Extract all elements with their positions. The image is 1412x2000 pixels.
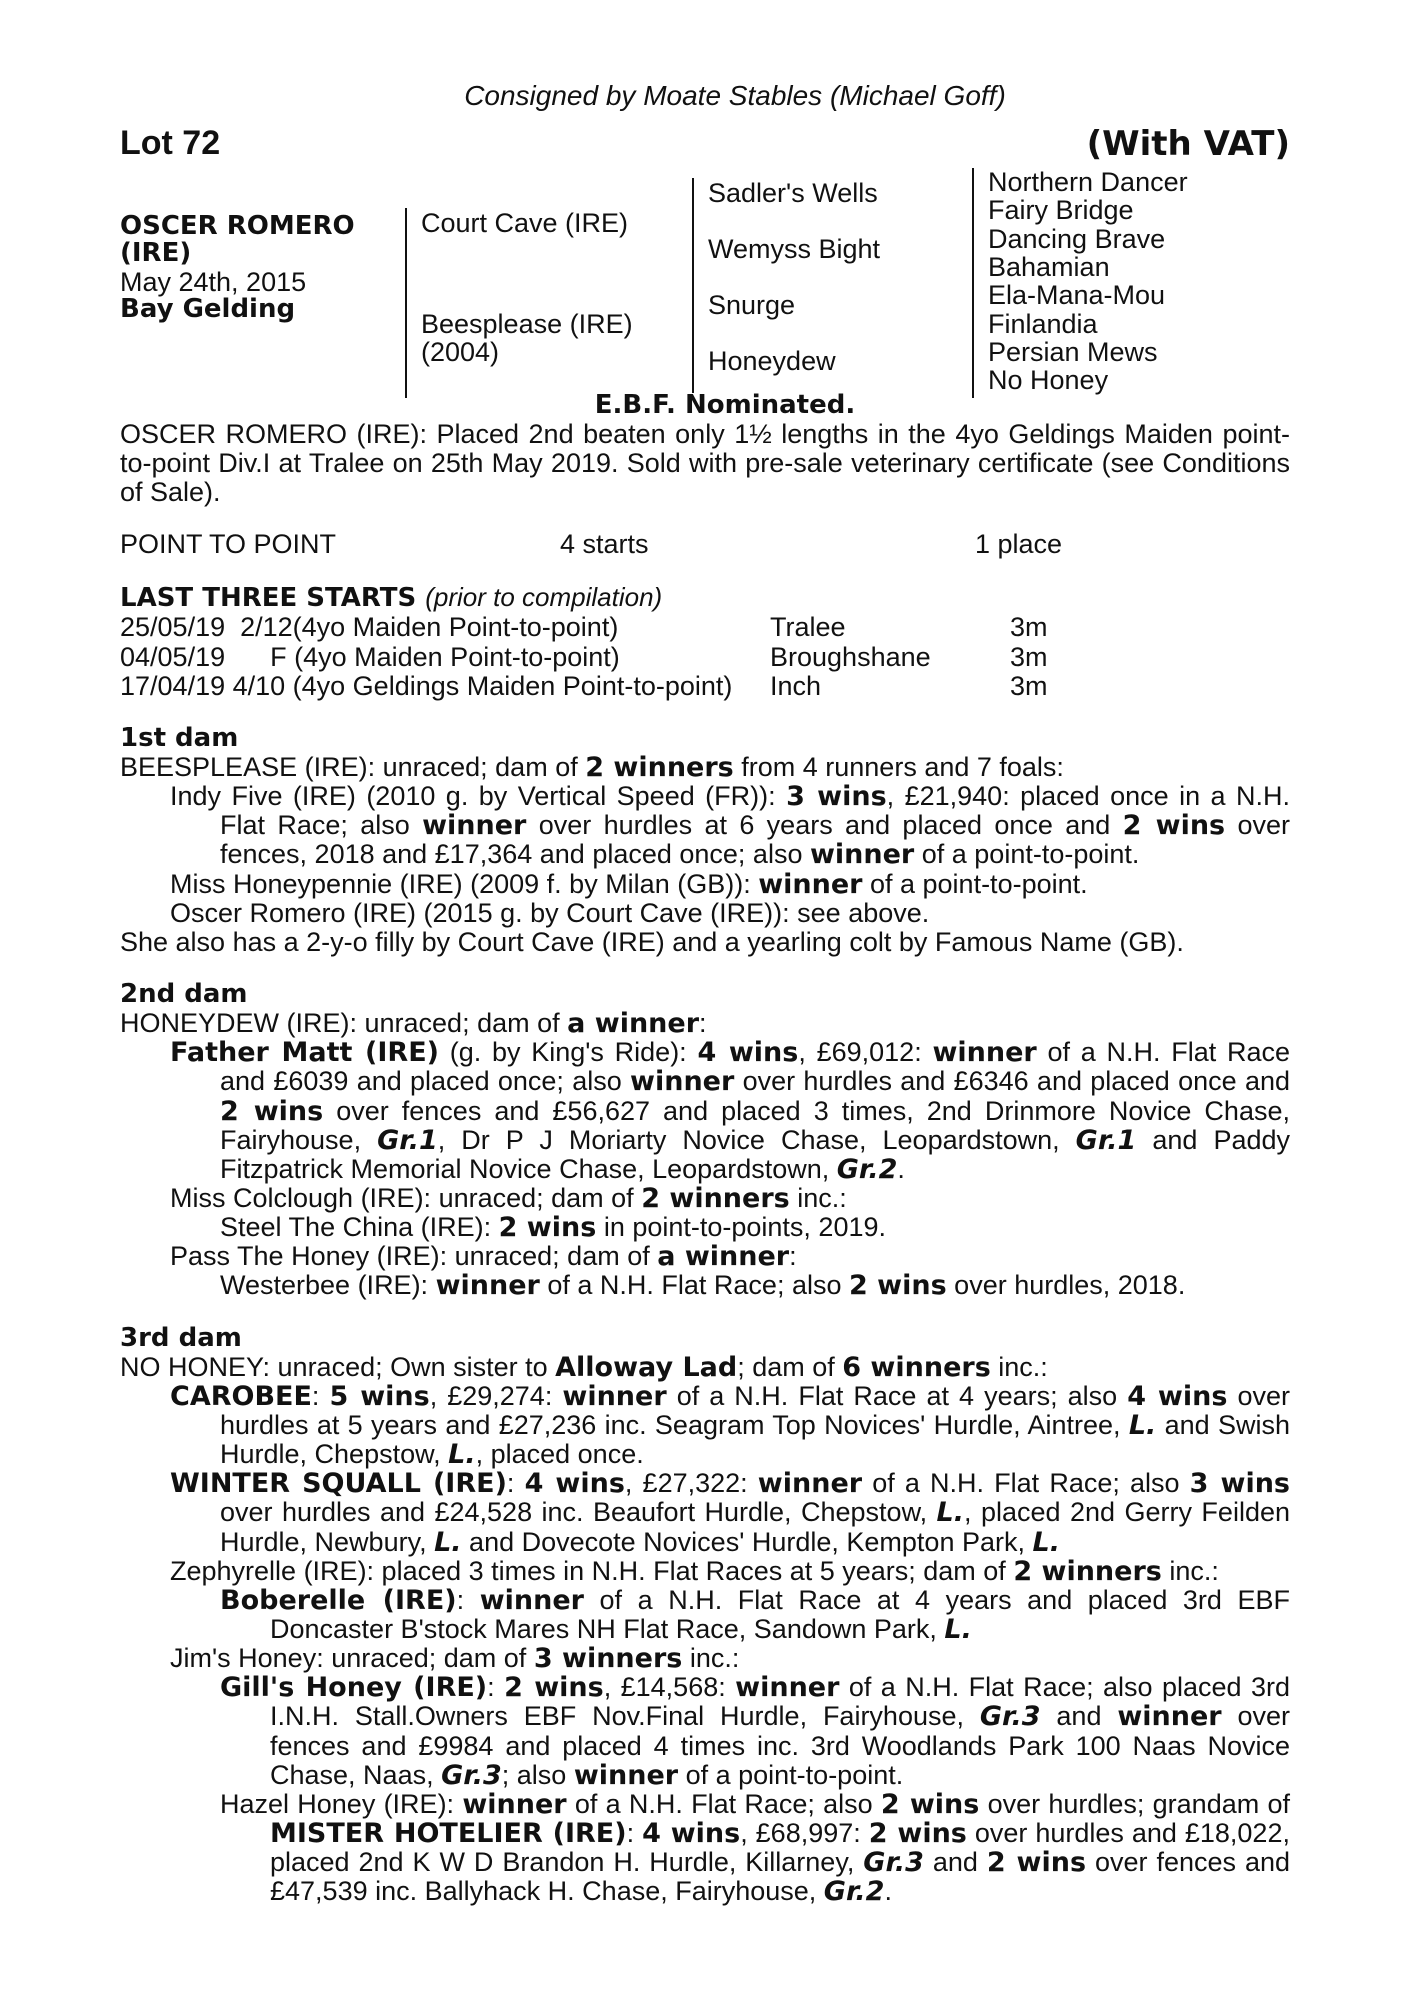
gen2-item: Honeydew	[708, 346, 836, 376]
last-three-note: (prior to compilation)	[425, 582, 663, 613]
consignor: Consigned by Moate Stables (Michael Goff)	[464, 80, 1006, 111]
dam-year: (2004)	[421, 337, 500, 368]
gen2-item: Sadler's Wells	[708, 178, 878, 208]
last-three-heading	[120, 582, 1290, 613]
lot-number: Lot 72	[120, 124, 221, 162]
first-dam-heading: 1st dam	[120, 722, 239, 753]
second-dam-section: HONEYDEW (IRE): unraced; dam of a winner: Father Matt (IRE) (g. by King's Ride): 4 wins, £69,012: winner of a N.H. Flat Race and £6039 and placed once; also winner over hurdles and £6346 and placed once and 2 wins over fences and £56,627 and placed 3 times, 2nd Drinmore Novice Chase, Fairyhouse, Gr.1, Dr P J Moriarty Novice Chase, Leopardstown, Gr.1 and Paddy Fitzpatrick Memorial Novice Chase, Leopardstown, Gr.2. Miss Colclough (IRE): unraced; dam of 2 winners inc.: Steel The China (IRE): 2 wins in point-to-points, 2019. Pass The Honey (IRE): unraced; dam of a winner: Westerbee (IRE): winner of a N.H. Flat Race; also 2 wins over hurdles, 2018.	[120, 1008, 1291, 1302]
ptp-starts: 4 starts	[560, 529, 649, 560]
horse-dob: May 24th, 2015	[120, 266, 307, 297]
gen3-item: Fairy Bridge	[988, 195, 1134, 226]
gen3-item: Finlandia	[988, 308, 1098, 339]
third-dam-section: NO HONEY: unraced; Own sister to Alloway Lad; dam of 6 winners inc.: CAROBEE: 5 wins, £29,274: winner of a N.H. Flat Race at 4 years; also 4 wins over hurdles at 5 years and £27,236 inc. Seagram Top Novices' Hurdle, Aintree, L. and Swish Hurdle, Chepstow, L., placed once. WINTER SQUALL (IRE): 4 wins, £27,322: winner of a N.H. Flat Race; also 3 wins over hurdles and £24,528 inc. Beaufort Hurdle, Chepstow, L., placed 2nd Gerry Feilden Hurdle, Newbury, L. and Dovecote Novices' Hurdle, Kempton Park, L. Zephyrelle (IRE): placed 3 times in N.H. Flat Races at 5 years; dam of 2 winners inc.: Boberelle (IRE): winner of a N.H. Flat Race at 4 years and placed 3rd EBF Doncaster B'stock Mares NH Flat Race, Sandown Park, L. Jim's Honey: unraced; dam of 3 winners inc.: Gill's Honey (IRE): 2 wins, £14,568: winner of a N.H. Flat Race; also placed 3rd I.N.H. Stall.Owners EBF Nov.Final Hurdle, Fairyhouse, Gr.3 and winner over fences and £9984 and placed 4 times inc. 3rd Woodlands Park 100 Naas Novice Chase, Naas, Gr.3; also winner of a point-to-point. Hazel Honey (IRE): winner of a N.H. Flat Race; also 2 wins over hurdles; grandam of MISTER HOTELIER (IRE): 4 wins, £68,997: 2 wins over hurdles and £18,022, placed 2nd K W D Brandon H. Hurdle, Killarney, Gr.3 and 2 wins over fences and £47,539 inc. Ballyhack H. Chase, Fairyhouse, Gr.2.	[120, 1351, 1290, 1908]
first-dam-section: BEESPLEASE (IRE): unraced; dam of 2 winners from 4 runners and 7 foals: Indy Five (IRE) (2010 g. by Vertical Speed (FR)): 3 wins, £21,940: placed once in a N.H. Flat Race; also winner over hurdles at 6 years and placed once and 2 wins over fences, 2018 and £17,364 and placed once; also winner of a point-to-point. Miss Honeypennie (IRE) (2009 f. by Milan (GB)): winner of a point-to-point. Oscer Romero (IRE) (2015 g. by Court Cave (IRE)): see above. She also has a 2-y-o filly by Court Cave (IRE) and a yearling colt by Famous Name (GB).	[120, 751, 1290, 957]
horse-suffix: (IRE)	[120, 238, 192, 269]
point-to-point-record	[120, 529, 1290, 560]
second-dam-heading: 2nd dam	[120, 979, 248, 1010]
pedigree-gen3	[972, 168, 1188, 398]
gen2-item: Snurge	[708, 290, 796, 320]
horse-name: OSCER ROMERO	[120, 211, 355, 241]
ptp-label: POINT TO POINT	[120, 529, 337, 560]
pedigree-table	[120, 168, 1290, 398]
gen3-item: Ela-Mana-Mou	[988, 280, 1166, 311]
dam-cell	[421, 310, 633, 367]
third-dam-heading: 3rd dam	[120, 1322, 242, 1353]
gen2-item: Wemyss Bight	[708, 234, 881, 264]
ptp-places: 1 place	[975, 529, 1063, 560]
pedigree-gen2	[692, 178, 880, 393]
dam: Beesplease (IRE)	[421, 309, 633, 339]
vat-status: (With VAT)	[1086, 124, 1290, 164]
catalogue-page	[120, 80, 1290, 1907]
gen3-item: Bahamian	[988, 252, 1110, 283]
gen3-item: Persian Mews	[988, 337, 1158, 368]
start-row: 04/05/19 F (4yo Maiden Point-to-point) Broughshane 3m	[120, 641, 1048, 672]
summary-text: OSCER ROMERO (IRE): Placed 2nd beaten only 1½ lengths in the 4yo Geldings Maiden point-to-point Div.I at Tralee on 25th May 2019. Sold with pre-sale veterinary certificate (see Conditions of Sale).	[120, 419, 1290, 508]
dam-line	[405, 303, 407, 398]
horse-type: Bay Gelding	[120, 293, 296, 324]
gen3-item: Dancing Brave	[988, 223, 1166, 254]
start-row: 17/04/19 4/10 (4yo Geldings Maiden Point-to-point) Inch 3m	[120, 670, 1048, 701]
gen3-item: No Honey	[988, 365, 1109, 396]
horse-info	[120, 213, 400, 323]
last-three-starts	[120, 613, 1290, 700]
last-three-title: LAST THREE STARTS	[120, 583, 417, 614]
start-row: 25/05/19 2/12(4yo Maiden Point-to-point) Tralee 3m	[120, 612, 1048, 643]
lot-header	[120, 124, 1290, 164]
ebf-nominated: E.B.F. Nominated.	[594, 390, 856, 420]
sire: Court Cave (IRE)	[421, 208, 629, 238]
gen3-item: Northern Dancer	[988, 167, 1188, 197]
